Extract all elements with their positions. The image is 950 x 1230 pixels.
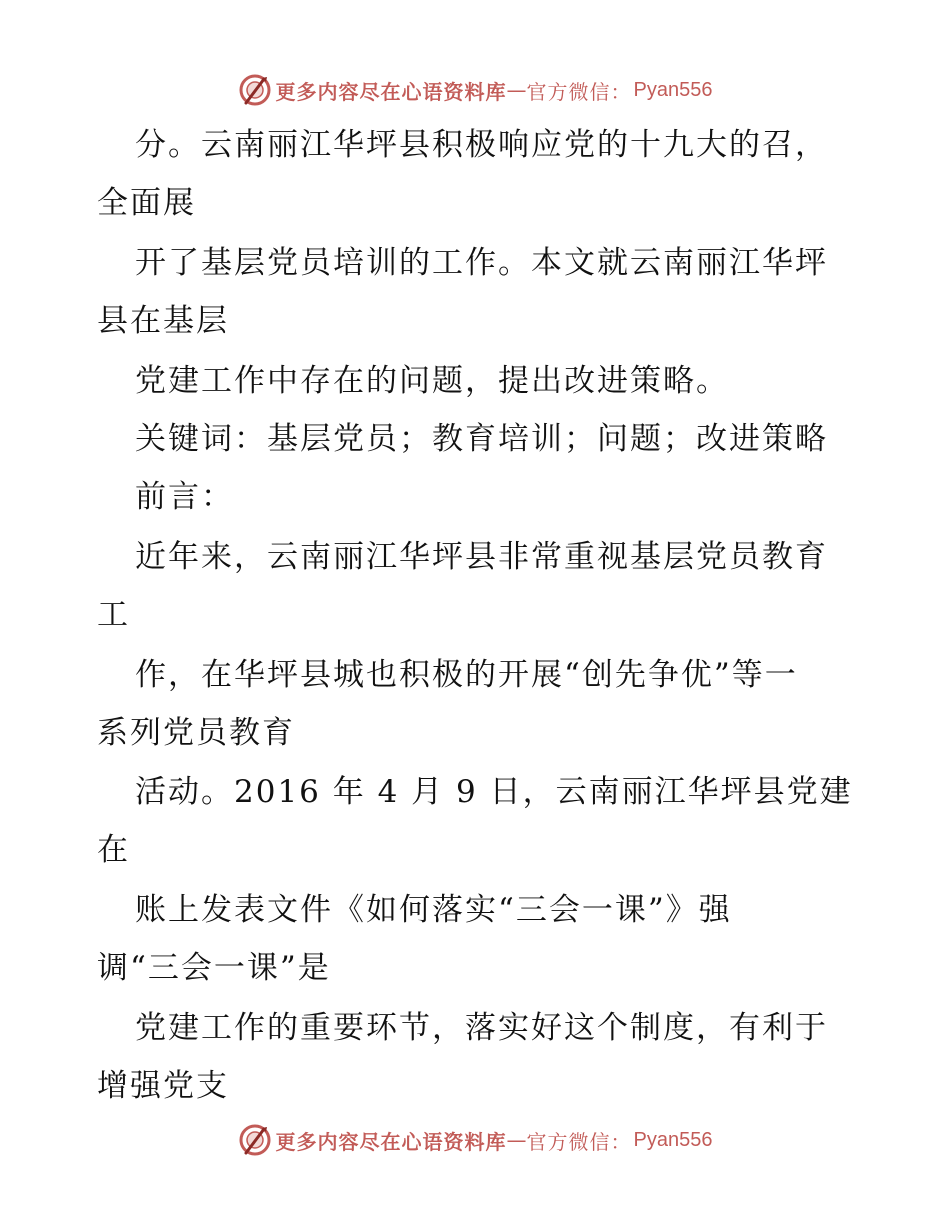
banner-wechat-id: Pyan556: [633, 78, 713, 101]
body-line: 增强党支: [97, 1068, 229, 1104]
body-line: 作，在华坪县城也积极的开展“创先争优”等一: [135, 657, 798, 693]
banner-main-text: 更多内容尽在心语资料库: [275, 79, 507, 104]
body-line: 在: [97, 832, 130, 868]
logo-icon: [238, 73, 272, 107]
banner-dash: —: [506, 78, 527, 102]
banner-dash: —: [506, 1128, 527, 1152]
body-line: 党建工作的重要环节，落实好这个制度，有利于: [135, 1010, 828, 1046]
banner-wechat-id: Pyan556: [633, 1128, 713, 1151]
banner-wechat-label: 官方微信：: [526, 1129, 632, 1154]
header-banner: [0, 70, 950, 110]
body-line: 党建工作中存在的问题，提出改进策略。: [135, 363, 729, 399]
body-line: 系列党员教育: [97, 715, 295, 751]
body-line: 开了基层党员培训的工作。本文就云南丽江华坪: [135, 245, 828, 281]
body-line: 全面展: [97, 185, 196, 221]
body-line: 工: [97, 597, 130, 633]
logo-icon: [238, 1123, 272, 1157]
body-line: 近年来，云南丽江华坪县非常重视基层党员教育: [135, 539, 828, 575]
keywords-line: 关键词：基层党员；教育培训；问题；改进策略: [135, 421, 828, 457]
body-line: 活动。2016 年 4 月 9 日，云南丽江华坪县党建: [135, 774, 853, 810]
body-line: 调“三会一课”是: [97, 950, 331, 986]
banner-main-text: 更多内容尽在心语资料库: [275, 1129, 507, 1154]
preface-heading: 前言：: [135, 479, 234, 515]
body-line: 县在基层: [97, 303, 229, 339]
body-line: 分。云南丽江华坪县积极响应党的十九大的召，: [135, 127, 828, 163]
body-line: 账上发表文件《如何落实“三会一课”》强: [135, 892, 732, 928]
banner-wechat-label: 官方微信：: [526, 79, 632, 104]
footer-banner: [0, 1120, 950, 1160]
